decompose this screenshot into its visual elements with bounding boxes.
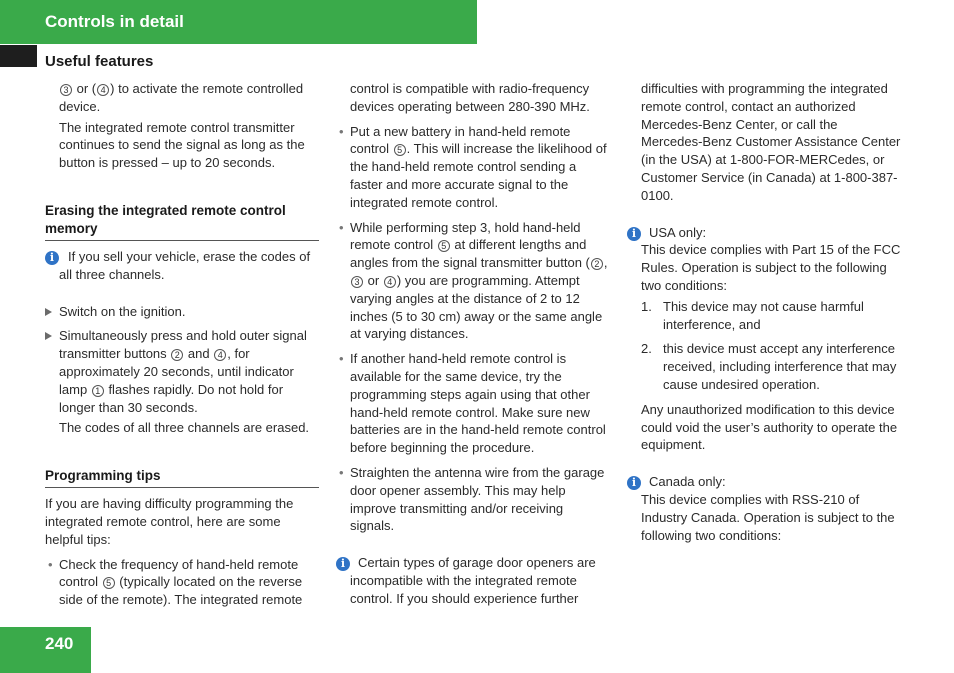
tip-vary-angles: • While performing step 3, hold hand-held remote control 5 at different lengths and angles from the signal transmitter button ( 2 , 3 or 4 ) you are programming. Attempt varying angles at the distance of 2 to 12 inches (5 to 30 cm) away or the same angle at varying distances. [339, 219, 608, 342]
bullet-icon: • [339, 123, 344, 139]
tip-frequency: • Check the frequency of hand-held remote control 5 (typically located on the reverse side of the remote). The integrated remote [48, 556, 303, 608]
canada-text: This device complies with RSS-210 of Industry Canada. Operation is subject to the following two conditions: [641, 491, 895, 543]
column-2 [336, 80, 610, 608]
incompatible-info-text: Certain types of garage door openers are incompatible with the integrated remote control. If you should experience further [350, 555, 596, 606]
column-3 [627, 80, 901, 544]
bullet-icon: • [339, 219, 344, 235]
step-arrow-icon [45, 332, 52, 340]
canada-label: Canada only: [649, 474, 726, 490]
tips-heading: Programming tips [45, 467, 319, 488]
usa-text: This device complies with Part 15 of the FCC Rules. Operation is subject to the following two conditions: [641, 242, 901, 293]
intro-paragraph: 3 or ( 4 ) to activate the remote controlled device. [59, 81, 304, 114]
section-title: Useful features [45, 53, 154, 70]
info-icon: i [45, 251, 59, 265]
tip-frequency-continued: control is compatible with radio-frequency devices operating between 280-390 MHz. [350, 81, 590, 114]
tips-intro: If you are having difficulty programming the integrated remote control, here are some helpful tips: [45, 496, 294, 547]
bullet-icon: • [48, 556, 53, 572]
condition-2: 2. this device must accept any interference received, including interference that may cause undesired operation. [641, 341, 897, 392]
circled-number: 3 [60, 84, 72, 96]
page-number: 240 [45, 634, 74, 653]
unauthorized-modification-text: Any unauthorized modification to this device could void the user’s authority to operate the equipment. [641, 401, 898, 453]
circled-number: 1 [92, 385, 104, 397]
info-icon: i [627, 227, 641, 241]
column-1 [45, 80, 319, 609]
circled-number: 5 [438, 240, 450, 252]
circled-number: 4 [214, 349, 226, 361]
circled-number: 4 [97, 84, 109, 96]
circled-number: 2 [591, 258, 603, 270]
incompatible-info-continued: difficulties with programming the integrated remote control, contact an authorized Mercedes-Benz Center, or call the Mercedes-Benz Customer Assistance Center (in the USA) at 1-800-FOR-MERCedes, or Customer Service (in Canada) at 1-800-387-0100. [641, 81, 901, 203]
circled-number: 5 [103, 577, 115, 589]
erase-heading: Erasing the integrated remote control memory [45, 202, 319, 241]
canada-info-note [627, 473, 901, 544]
erase-info-text: If you sell your vehicle, erase the codes of all three channels. [59, 248, 311, 282]
circled-number: 2 [171, 349, 183, 361]
condition-number: 2. [641, 341, 652, 357]
usa-label: USA only: [649, 224, 707, 240]
step-result: The codes of all three channels are erased. [59, 420, 310, 436]
intro-paragraph-2: The integrated remote control transmitter continues to send the signal as long as the button is pressed – up to 20 seconds. [59, 119, 305, 171]
incompatible-info-note [336, 554, 610, 607]
info-icon: i [627, 476, 641, 490]
tip-other-remote: • If another hand-held remote control is available for the same device, try the programming steps again using that other hand-held remote control. Make sure new batteries are in the hand-held remote control before beginning the procedure. [339, 351, 606, 456]
condition-1: 1. This device may not cause harmful interference, and [641, 298, 864, 332]
bullet-icon: • [339, 464, 344, 480]
erase-info-note [45, 248, 319, 284]
step-switch-ignition: Switch on the ignition. [45, 303, 319, 321]
step-arrow-icon [45, 308, 52, 316]
tip-antenna: • Straighten the antenna wire from the garage door opener assembly. This may help improve transmitting and/or receiving signals. [339, 464, 605, 534]
info-icon: i [336, 557, 350, 571]
usa-info-note [627, 224, 901, 295]
section-tab-marker [0, 45, 37, 67]
step-press-buttons: Simultaneously press and hold outer signal transmitter buttons 2 and 4 , for approximately 20 seconds, until indicator lamp 1 flashes rapidly. Do not hold for longer than 30 seconds. [45, 327, 319, 416]
circled-number: 4 [384, 276, 396, 288]
tip-new-battery: • Put a new battery in hand-held remote control 5 . This will increase the likelihood of the hand-held remote control sending a faster and more accurate signal to the integrated remote control. [339, 123, 607, 210]
bullet-icon: • [339, 351, 344, 367]
condition-number: 1. [641, 298, 652, 314]
chapter-title: Controls in detail [45, 12, 184, 31]
circled-number: 3 [351, 276, 363, 288]
circled-number: 5 [394, 144, 406, 156]
